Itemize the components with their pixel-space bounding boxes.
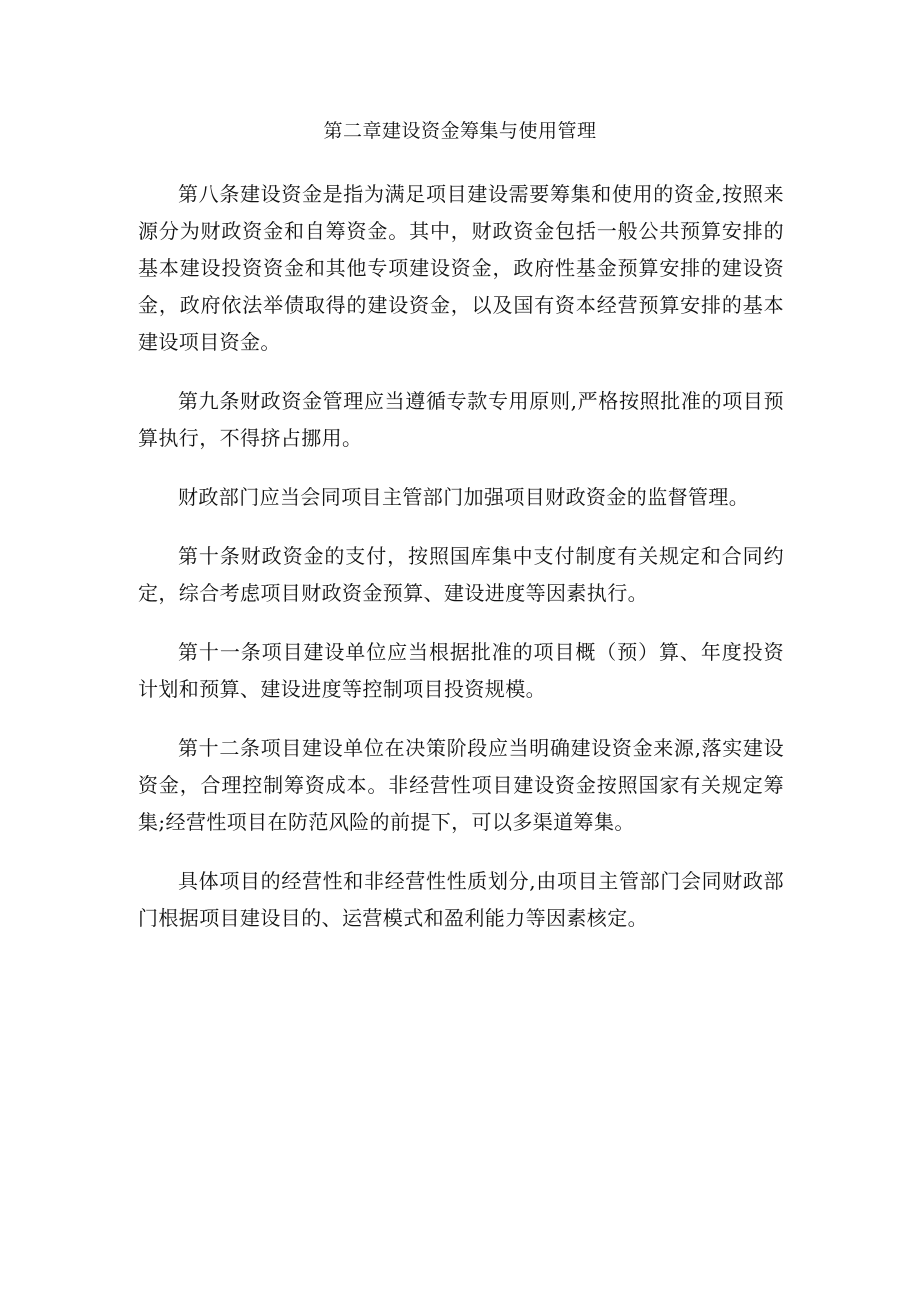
paragraph-article-9: 第九条财政资金管理应当遵循专款专用原则,严格按照批准的项目预算执行，不得挤占挪用。 — [138, 389, 784, 450]
paragraph-article-8: 第八条建设资金是指为满足项目建设需要筹集和使用的资金,按照来源分为财政资金和自筹资金。其中，财政资金包括一般公共预算安排的基本建设投资资金和其他专项建设资金，政府性基金预算安排的建设资金，政府依法举债取得的建设资金，以及国有资本经营预算安排的基本建设项目资金。 — [138, 182, 784, 354]
paragraph-article-12-classification: 具体项目的经营性和非经营性性质划分,由项目主管部门会同财政部门根据项目建设目的、运营模式和盈利能力等因素核定。 — [138, 869, 784, 930]
paragraph-article-11: 第十一条项目建设单位应当根据批准的项目概（预）算、年度投资计划和预算、建设进度等控制项目投资规模。 — [138, 640, 784, 701]
paragraph-article-9-supervision: 财政部门应当会同项目主管部门加强项目财政资金的监督管理。 — [178, 485, 750, 509]
chapter-title: 第二章建设资金筹集与使用管理 — [323, 120, 597, 142]
document-body — [138, 176, 784, 959]
paragraph-article-12: 第十二条项目建设单位在决策阶段应当明确建设资金来源,落实建设资金，合理控制筹资成本。非经营性项目建设资金按照国家有关规定筹集;经营性项目在防范风险的前提下，可以多渠道筹集。 — [138, 736, 784, 834]
paragraph-article-10: 第十条财政资金的支付，按照国库集中支付制度有关规定和合同约定，综合考虑项目财政资金预算、建设进度等因素执行。 — [138, 544, 784, 605]
